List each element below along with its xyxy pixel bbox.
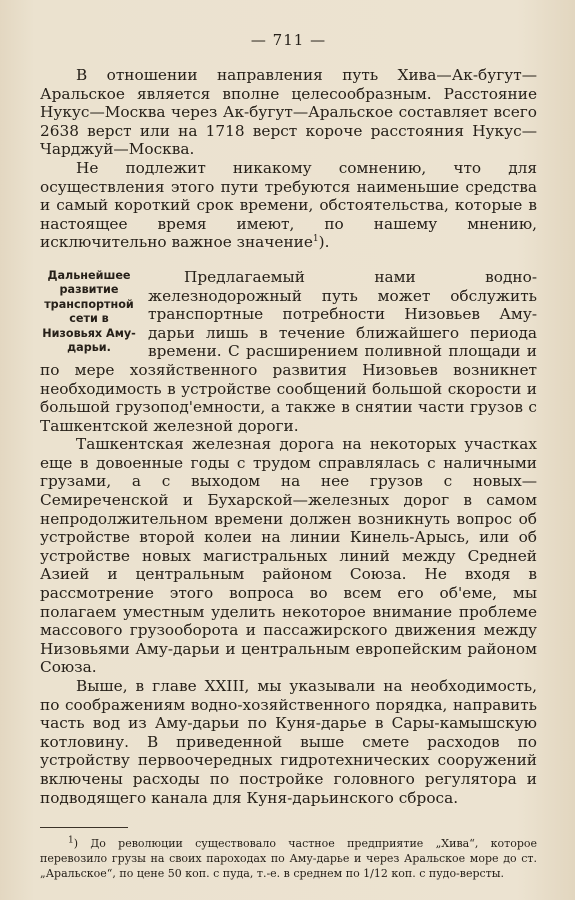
paragraph-route-direction: В отношении направления путь Хива—Ак-бугут—Аральское является вполне целесообразным. Расстояние Нукус—Москва через Ак-бугут—Аральское составляет всего 2638 верст или на 1718 верст короче расстояния Нукус—Чарджуй—Москва. (40, 66, 537, 159)
footnote: $^1$) До революции существовало частное предприятие „Хива“, которое перевозило грузы на своих пароходах по Аму-дарье и через Аральское море до ст. „Аральское“, по цене 50 коп. с пуда, т.-е. в среднем по 1/12 коп. с пудо-версты. (40, 835, 537, 881)
paragraph-proposed-route: Предлагаемый нами водно-железнодорожный путь может обслужить транспортные потребности Низовьев Аму-дарьи лишь в течение ближайшего периода времени. С расширением поливной площади и по мере хозяйственного развития Низовьев возникнет необходимость в устройстве сообщений большой скорости и большой грузопод'емности, а также в снятии части грузов с Ташкентской железной дороги. (40, 267, 537, 435)
paragraph-route-cost: Не подлежит никакому сомнению, что для осуществления этого пути требуются наименьшие средства и самый короткий срок времени, обстоятельства, которые в настоящее время имеют, по нашему мнению, исключительно важное значение$^1$). (40, 158, 537, 252)
footnote-divider (40, 827, 128, 828)
footnote-reference[interactable]: 1 (312, 234, 319, 245)
page-number: — 711 — (250, 31, 327, 49)
paragraph-route-cost-text: Не подлежит никакому сомнению, что для осуществления этого пути требуются наименьшие средства и самый короткий срок времени, обстоятельства, которые в настоящее время имеют, по нашему мнению, исключительно важное значение (40, 158, 537, 252)
paragraph-kunya-darya: Выше, в главе XXIII, мы указывали на необходимость, по соображениям водно-хозяйственного порядка, направить часть вод из Аму-дарьи по Куня-дарье в Сары-камышскую котловину. В приведенной выше смете расходов по устройству первоочередных гидротехнических сооружений включены расходы по постройке головного регулятора и подводящего канала для Куня-дарьинского сброса. (40, 677, 537, 807)
footnote-marker: 1 (68, 835, 74, 846)
footnote-text: До революции существовало частное предприятие „Хива“, которое перевозило грузы на своих пароходах по Аму-дарье и через Аральское море до ст. „Аральское“, по цене 50 коп. с пуда, т.-е. в среднем по 1/12 коп. с пудо-версты. (40, 837, 537, 881)
marginal-heading: Дальнейшее развитие транспортной сети в Низовьях Аму-дарьи. (42, 268, 136, 354)
section-gap (40, 252, 537, 268)
paragraph-tashkent-railway: Ташкентская железная дорога на некоторых участках еще в довоенные годы с трудом справлялась с наличными грузами, а с выходом на нее грузов с новых—Семиреченской и Бухарской—железных дорог в самом непродолжительном времени должен возникнуть вопрос об устройстве второй колеи на линии Кинель-Арысь, или об устройстве новых магистральных линий между Средней Азией и центральным районом Союза. Не входя в рассмотрение этого вопроса во всем его об'еме, мы полагаем уместным уделить некоторое внимание проблеме массового грузооборота и пассажирского движения между Низовьями Аму-дарьи и центральным европейским районом Союза. (40, 435, 537, 677)
